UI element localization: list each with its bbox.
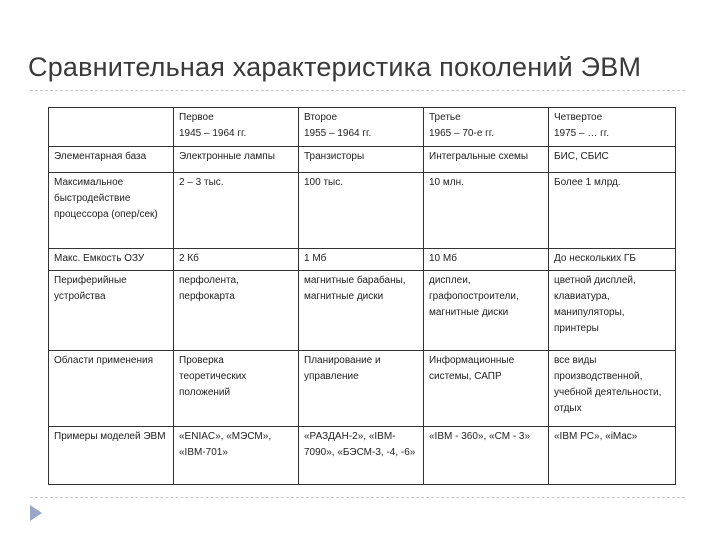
row-label: Макс. Емкость ОЗУ [49,249,174,271]
footer-divider [30,497,685,498]
table-cell: До нескольких ГБ [549,249,676,271]
table-row [49,351,676,427]
table-cell: «РАЗДАН-2», «IBM-7090», «БЭСМ-3, -4, -6» [299,427,424,485]
table-cell: «IBM PC», «iMac» [549,427,676,485]
generation-name: Третье [429,112,461,123]
title-divider [30,90,685,91]
table-cell: дисплеи, графопостроители, магнитные диски [424,271,549,351]
row-label: Максимальное быстродействие процессора (опер/сек) [49,173,174,249]
header-cell-gen-3 [424,108,549,147]
row-label: Примеры моделей ЭВМ [49,427,174,485]
row-label: Области применения [49,351,174,427]
table-row [49,427,676,485]
table-cell: Интегральные схемы [424,147,549,173]
header-cell-gen-1 [174,108,299,147]
header-cell-gen-4 [549,108,676,147]
table-cell: 2 – 3 тыс. [174,173,299,249]
table-cell: 2 Кб [174,249,299,271]
generation-period: 1975 – … гг. [554,128,609,139]
table-cell: Электронные лампы [174,147,299,173]
generation-name: Второе [304,112,338,123]
table-cell: перфолента, перфокарта [174,271,299,351]
table-cell: БИС, СБИС [549,147,676,173]
table-cell: Транзисторы [299,147,424,173]
comparison-table [48,107,676,485]
table-cell: цветной дисплей, клавиатура, манипуляторы, принтеры [549,271,676,351]
table-cell: Более 1 млрд. [549,173,676,249]
table-row [49,249,676,271]
table-header-row [49,108,676,147]
page-title: Сравнительная характеристика поколений ЭВМ [28,52,642,82]
table-row [49,173,676,249]
generation-name: Первое [179,112,214,123]
row-label: Периферийные устройства [49,271,174,351]
generation-period: 1945 – 1964 гг. [179,128,247,139]
triangle-bullet-icon [30,505,42,521]
table-cell: «IBM - 360», «СМ - 3» [424,427,549,485]
generation-period: 1955 – 1964 гг. [304,128,372,139]
header-cell-gen-2 [299,108,424,147]
table-cell: 10 Мб [424,249,549,271]
table-row [49,147,676,173]
row-label: Элементарная база [49,147,174,173]
table-cell: Проверка теоретических положений [174,351,299,427]
table-cell: 10 млн. [424,173,549,249]
table-cell: все виды производственной, учебной деятельности, отдых [549,351,676,427]
generation-period: 1965 – 70-е гг. [429,128,495,139]
generation-name: Четвертое [554,112,603,123]
table-cell: магнитные барабаны, магнитные диски [299,271,424,351]
table-cell: 1 Мб [299,249,424,271]
table-row [49,271,676,351]
table-cell: 100 тыс. [299,173,424,249]
table-cell: «ENIAC», «МЭСМ», «IBM-701» [174,427,299,485]
header-cell-empty [49,108,174,147]
table-cell: Информационные системы, САПР [424,351,549,427]
table-cell: Планирование и управление [299,351,424,427]
